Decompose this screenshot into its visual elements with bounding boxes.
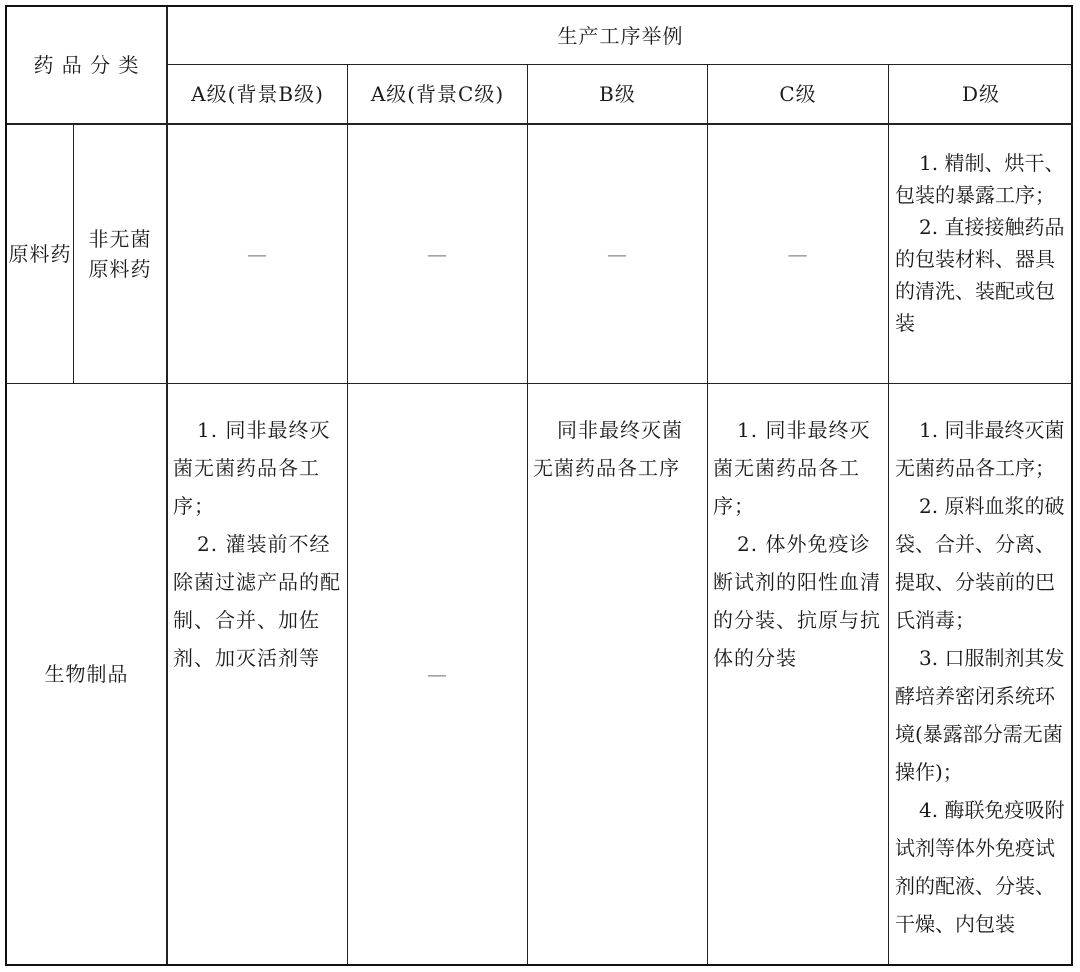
bio-a-b-item-1: 1. 同非最终灭菌无菌药品各工序； xyxy=(173,418,331,518)
bio-d-item-1: 1. 同非最终灭菌无菌药品各工序； xyxy=(895,418,1065,480)
process-header-text: 生产工序举例 xyxy=(557,23,684,48)
bio-a-b-item-2: 2. 灌装前不经除菌过滤产品的配制、合并、加佐剂、加灭活剂等 xyxy=(173,532,341,670)
bio-b-item-1: 同非最终灭菌无菌药品各工序 xyxy=(533,418,683,480)
raw-b-empty xyxy=(528,125,707,383)
raw-category: 原料药 xyxy=(8,242,72,266)
empty-dash: — xyxy=(427,662,448,686)
process-header xyxy=(168,7,1073,64)
grade-header-b: B级 xyxy=(599,82,636,106)
raw-a-c-empty xyxy=(348,125,527,383)
bio-d-item-2: 2. 原料血浆的破袋、合并、分离、提取、分装前的巴氏消毒； xyxy=(895,494,1065,632)
raw-c-empty xyxy=(708,125,888,383)
raw-d-item-2: 2. 直接接触药品的包装材料、器具的清洗、装配或包装 xyxy=(895,215,1065,335)
empty-dash: — xyxy=(427,242,448,266)
bio-a-b-processes xyxy=(173,411,343,677)
bio-c-item-2: 2. 体外免疫诊断试剂的阳性血清的分装、抗原与抗体的分装 xyxy=(713,532,881,670)
grade-header-d: D级 xyxy=(961,82,1001,106)
grade-header-a-b: A级(背景B级) xyxy=(191,82,324,106)
bio-c-item-1: 1. 同非最终灭菌无菌药品各工序； xyxy=(713,418,871,518)
raw-d-item-1: 1. 精制、烘干、包装的暴露工序； xyxy=(895,151,1065,207)
bio-category: 生物制品 xyxy=(44,662,129,686)
bio-d-item-4: 4. 酶联免疫吸附试剂等体外免疫试剂的配液、分装、干燥、内包装 xyxy=(895,798,1065,936)
gmp-cleanroom-grade-table xyxy=(5,5,1073,966)
empty-dash: — xyxy=(247,242,268,266)
category-header xyxy=(7,7,166,123)
grade-header-c: C级 xyxy=(779,82,817,106)
empty-dash: — xyxy=(607,242,628,266)
raw-d-processes xyxy=(895,147,1069,339)
grade-header-a-c: A级(背景C级) xyxy=(370,82,505,106)
raw-subcategory: 非无菌 原料药 xyxy=(88,227,152,281)
raw-a-b-empty xyxy=(168,125,347,383)
bio-b-processes xyxy=(533,411,703,487)
bio-d-item-3: 3. 口服制剂其发酵培养密闭系统环境(暴露部分需无菌操作)； xyxy=(895,646,1065,784)
category-header-text: 药 品 分 类 xyxy=(33,53,140,77)
rule-col-5 xyxy=(888,65,889,964)
empty-dash: — xyxy=(787,242,809,266)
bio-d-processes xyxy=(895,411,1069,943)
bio-c-processes xyxy=(713,411,885,677)
bio-a-c-empty xyxy=(348,384,527,964)
